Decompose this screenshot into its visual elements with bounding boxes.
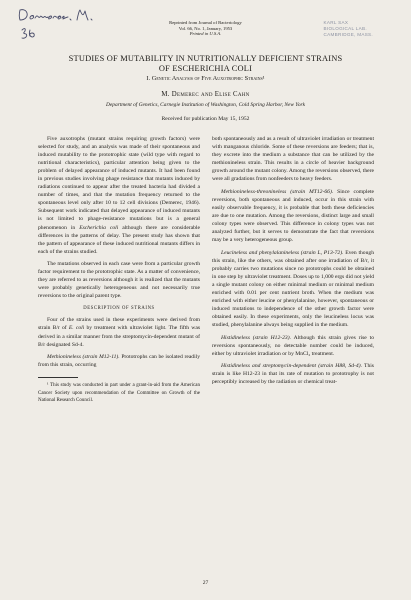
right-column [212,135,374,575]
footnote-divider [38,377,78,378]
author-affiliation: Department of Genetics, Carnegie Institution of Washington, Cold Spring Harbor, New York [105,102,306,108]
article-authors: M. Demerec and Elise Cahn [161,91,250,98]
reprint-journal: Reprinted from Journal of Bacteriology [169,20,242,25]
paragraph: Histidineless and streptomycin-dependent (strain H88, Sd-4). This strain is like H12-23 in that its rate of mutation to prototrophy is not perceptibly increased by the radiation or chemical treat- [212,363,374,386]
paragraph: Histidineless (strain H12-23). Although this strain gives rise to reversions spontaneously, no detectable number could be induced, either by ultraviolet irradiation or by MnCl₂ treatment. [212,334,375,357]
article-title [30,54,381,75]
library-stamp [324,20,373,39]
stamp-line-1: KARL SAX [323,20,349,25]
page-number: 27 [202,580,209,586]
stamp-line-2: BIOLOGICAL LAB. [323,26,367,32]
footnote: ¹ This study was conducted in part under a grant-in-aid from the American Cancer Society upon recommendation of the Committee on Growth of the National Research Council. [38,383,200,404]
title-line-1: STUDIES OF MUTABILITY IN NUTRITIONALLY DEFICIENT STRAINS [68,54,343,63]
left-column [38,135,200,575]
paragraph: Methionineless (strain M12-11). Prototrophs can be isolated readily from this strain, occurring [38,354,201,369]
paragraph: Five auxotrophs (mutant strains requiring growth factors) were selected for study, and an analysis was made of their spontaneous and induced mutability to the prototrophic state (wild type with regard to nutritional characteristics), particular attention being given to the problem of delayed appearance of induced mutants. It had been found in previous studies involving phage resistance that mutants induced by radiations continued to appear after the treated bacteria had divided a number of times, and that the mutation frequency returned to the spontaneous level only after 10 to 12 cell divisions (Demerec, 1946). Subsequent work indicated that delayed appearance of induced mutants is not limited to phage-resistance mutations but is a general phenomenon in Escherichia coli although there are considerable differences in the patterns of delay. The present study has shown that the pattern of appearance of these induced nutritional mutants differs in each of the strains studied. [38,136,200,255]
reprint-printed-in: Printed in U.S.A. [189,31,222,37]
received-date: Received for publication May 15, 1952 [161,116,250,122]
section-heading: DESCRIPTION OF STRAINS [83,306,155,312]
paragraph: Four of the strains used in these experiments were derived from strain B/r of E. coli by treatment with ultraviolet light. The fifth was derived in a similar manner from the streptomycin-dependent mutant of B/r designated Sd-4. [38,317,200,348]
reprint-volume: Vol. 66, No. 1, January, 1953 [178,25,233,31]
paragraph: Methionineless-threonineless (strain MT12-66). Since complete reversions, both spontaneous and induced, occur in this strain with easily observable frequency, it is probable that both these deficiencies are due to one mutation. Among the reversions, distinct large and small colony types were observed. This difference in colony types was not analyzed further, but it serves to demonstrate the fact that reversions may be a very heterogeneous group. [212,188,374,244]
paragraph: Leucineless and phenylalanineless (strain L, P13-72). Even though this strain, like the others, was obtained after one irradiation of B/r, it probably carries two mutations since no prototrophs could be obtained in one step by ultraviolet treatment. Doses up to 1,000 ergs did not yield a single mutant colony on either minimal medium or minimal medium enriched with 0.01 per cent nutrient broth. When the medium was enriched with either leucine or phenylalanine, however, spontaneous or induced mutations to independence of the other growth factor were obtained easily. In these experiments, only the leucineless locus was studied, phenylalanine always being supplied in the medium. [212,249,374,329]
stamp-line-3: CAMBRIDGE, MASS. [323,32,373,38]
title-line-2: OF ESCHERICHIA COLI [158,64,253,74]
article-subtitle: I. Genetic Analysis of Five Auxotrophic Strains¹ [146,75,265,82]
paragraph: both spontaneously and as a result of ultraviolet irradiation or treatment with manganous chloride. Some of these reversions are feeders; that is, they excrete into the medium a substance that can be utilized by the methionineless strain. This results in a circle of heavier background growth around the mutant colony. Among the reversions observed, there were all gradations from nonfeeders to heavy feeders. [212,136,374,183]
paragraph: The mutations observed in each case were from a particular growth factor requirement to the prototrophic state. As a matter of convenience, they are referred to as reversions although it is realized that the mutants were probably genetically heterogeneous and not necessarily true reversions to the original parent type. [38,261,200,300]
